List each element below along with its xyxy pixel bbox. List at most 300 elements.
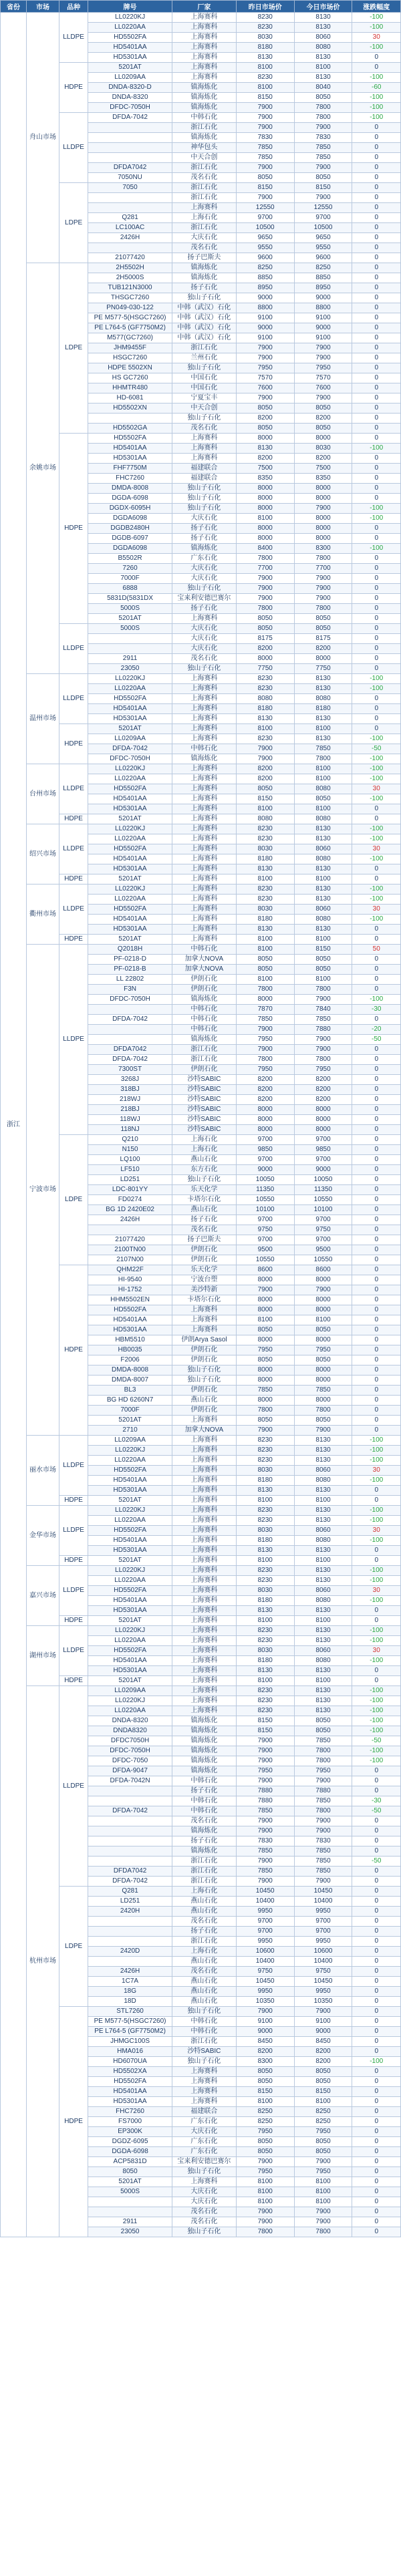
market-cell: 嘉兴市场 [26, 1566, 59, 1626]
grade-cell: 18G [88, 1987, 172, 1997]
change-cell: -100 [352, 23, 401, 33]
maker-cell: 独山子石化 [172, 494, 236, 504]
maker-cell: 宁夏宝丰 [172, 393, 236, 404]
prev-price-cell: 8050 [236, 2147, 294, 2157]
cur-price-cell: 7840 [294, 1005, 352, 1015]
grade-cell [88, 1937, 172, 1947]
maker-cell: 伊朗石化 [172, 1406, 236, 1416]
maker-cell: 上海赛科 [172, 2067, 236, 2077]
grade-cell [88, 1225, 172, 1235]
cur-price-cell: 8130 [294, 1506, 352, 1516]
cur-price-cell: 8200 [294, 2057, 352, 2067]
grade-cell: DFDC-7050H [88, 995, 172, 1005]
maker-cell: 上海赛科 [172, 33, 236, 43]
maker-cell: 中韩石化 [172, 2017, 236, 2027]
category-cell: HDPE [59, 874, 88, 884]
cur-price-cell: 7850 [294, 1015, 352, 1025]
grade-cell: DNDA-8320 [88, 93, 172, 103]
change-cell: 30 [352, 1526, 401, 1536]
change-cell: 0 [352, 313, 401, 323]
prev-price-cell: 7900 [236, 1736, 294, 1746]
change-cell: -50 [352, 1857, 401, 1867]
grade-cell: DMDA-8007 [88, 1376, 172, 1386]
prev-price-cell: 8050 [236, 2137, 294, 2147]
change-cell: 0 [352, 1165, 401, 1175]
prev-price-cell: 8000 [236, 654, 294, 664]
market-cell: 舟山市场 [26, 13, 59, 263]
change-cell: 0 [352, 414, 401, 424]
prev-price-cell: 8050 [236, 614, 294, 624]
cur-price-cell: 7850 [294, 1736, 352, 1746]
cur-price-cell: 7900 [294, 1776, 352, 1786]
grade-cell: FD0274 [88, 1195, 172, 1205]
grade-cell: FS7000 [88, 2117, 172, 2127]
cur-price-cell: 8200 [294, 2047, 352, 2057]
maker-cell: 沙特SABIC [172, 1075, 236, 1085]
grade-cell: DGDX-6095H [88, 504, 172, 514]
maker-cell: 燕山石化 [172, 1957, 236, 1967]
change-cell: -100 [352, 794, 401, 804]
cur-price-cell: 8130 [294, 53, 352, 63]
maker-cell: 镇海炼化 [172, 263, 236, 273]
change-cell: 30 [352, 844, 401, 854]
maker-cell: 独山子石化 [172, 584, 236, 594]
change-cell: -100 [352, 824, 401, 834]
prev-price-cell: 8200 [236, 2047, 294, 2057]
change-cell: 0 [352, 584, 401, 594]
maker-cell: 上海赛科 [172, 1305, 236, 1315]
cur-price-cell: 8050 [294, 2077, 352, 2087]
cur-price-cell: 10400 [294, 1957, 352, 1967]
prev-price-cell: 8050 [236, 404, 294, 414]
maker-cell: 茂名石化 [172, 173, 236, 183]
change-cell: 0 [352, 233, 401, 243]
maker-cell: 浙江石化 [172, 193, 236, 203]
grade-cell: HD5502FA [88, 844, 172, 854]
change-cell: 0 [352, 704, 401, 714]
change-cell: 0 [352, 2037, 401, 2047]
grade-cell: DMDA-8008 [88, 484, 172, 494]
cur-price-cell: 7800 [294, 1806, 352, 1816]
change-cell: 0 [352, 343, 401, 353]
prev-price-cell: 7830 [236, 133, 294, 143]
cur-price-cell: 8100 [294, 2097, 352, 2107]
prev-price-cell: 10450 [236, 1887, 294, 1897]
grade-cell: 5831D(5831DX [88, 594, 172, 604]
cur-price-cell: 8200 [294, 1095, 352, 1105]
cur-price-cell: 8130 [294, 23, 352, 33]
maker-cell: 上海赛科 [172, 1586, 236, 1596]
cur-price-cell: 7950 [294, 1345, 352, 1355]
prev-price-cell: 9750 [236, 1225, 294, 1235]
change-cell: 0 [352, 53, 401, 63]
prev-price-cell: 7900 [236, 594, 294, 604]
cur-price-cell: 8000 [294, 484, 352, 494]
maker-cell: 上海赛科 [172, 1606, 236, 1616]
grade-cell [88, 243, 172, 253]
cur-price-cell: 8130 [294, 1626, 352, 1636]
maker-cell: 上海赛科 [172, 1696, 236, 1706]
cur-price-cell: 8000 [294, 524, 352, 534]
grade-cell: DFDA-7042 [88, 744, 172, 754]
maker-cell: 加拿大NOVA [172, 955, 236, 965]
cur-price-cell: 8130 [294, 1696, 352, 1706]
change-cell: 0 [352, 2017, 401, 2027]
cur-price-cell: 8080 [294, 43, 352, 53]
cur-price-cell: 8100 [294, 724, 352, 734]
change-cell: 0 [352, 624, 401, 634]
cur-price-cell: 8080 [294, 694, 352, 704]
cur-price-cell: 8130 [294, 1666, 352, 1676]
change-cell: -100 [352, 444, 401, 454]
grade-cell: 2H5502H [88, 263, 172, 273]
grade-cell: PN049-030-122 [88, 303, 172, 313]
maker-cell: 燕山石化 [172, 1155, 236, 1165]
change-cell: 0 [352, 1917, 401, 1927]
maker-cell: 独山子石化 [172, 1365, 236, 1376]
prev-price-cell: 8030 [236, 1646, 294, 1656]
change-cell: 0 [352, 1365, 401, 1376]
cur-price-cell: 8250 [294, 2117, 352, 2127]
grade-cell: HD5401AA [88, 43, 172, 53]
grade-cell [88, 1826, 172, 1836]
maker-cell: 独山子石化 [172, 414, 236, 424]
maker-cell: 沙特SABIC [172, 1115, 236, 1125]
cur-price-cell: 7800 [294, 113, 352, 123]
maker-cell: 乐天化学 [172, 1265, 236, 1275]
change-cell: -100 [352, 764, 401, 774]
change-cell: 0 [352, 1075, 401, 1085]
prev-price-cell: 8080 [236, 694, 294, 704]
grade-cell: DGDA6098 [88, 544, 172, 554]
cur-price-cell: 7900 [294, 1877, 352, 1887]
maker-cell: 上海赛科 [172, 684, 236, 694]
grade-cell: HD5401AA [88, 1596, 172, 1606]
maker-cell: 镇海炼化 [172, 1726, 236, 1736]
grade-cell: DFDA7042 [88, 1867, 172, 1877]
market-cell: 杭州市场 [26, 1686, 59, 2237]
change-cell: 0 [352, 594, 401, 604]
change-cell: 0 [352, 1997, 401, 2007]
table-row [1, 1496, 401, 1506]
change-cell: 0 [352, 2217, 401, 2227]
prev-price-cell: 8200 [236, 774, 294, 784]
cur-price-cell: 9000 [294, 2027, 352, 2037]
cur-price-cell: 8100 [294, 975, 352, 985]
prev-price-cell: 8200 [236, 414, 294, 424]
change-cell: 0 [352, 494, 401, 504]
prev-price-cell: 9700 [236, 1215, 294, 1225]
prev-price-cell: 9850 [236, 1145, 294, 1155]
maker-cell: 上海赛科 [172, 694, 236, 704]
maker-cell: 伊朗Arya Sasol [172, 1335, 236, 1345]
maker-cell: 燕山石化 [172, 1997, 236, 2007]
change-cell: 0 [352, 2077, 401, 2087]
prev-price-cell: 7950 [236, 1766, 294, 1776]
cur-price-cell: 7700 [294, 564, 352, 574]
prev-price-cell: 8180 [236, 43, 294, 53]
prev-price-cell: 8100 [236, 1676, 294, 1686]
grade-cell [88, 1917, 172, 1927]
prev-price-cell: 8150 [236, 93, 294, 103]
prev-price-cell: 7900 [236, 113, 294, 123]
maker-cell: 镇海炼化 [172, 754, 236, 764]
grade-cell: 5201AT [88, 1416, 172, 1426]
maker-cell: 福建联合 [172, 474, 236, 484]
grade-cell: 7000F [88, 1406, 172, 1416]
change-cell: -50 [352, 744, 401, 754]
change-cell: 0 [352, 1977, 401, 1987]
prev-price-cell: 8230 [236, 834, 294, 844]
cur-price-cell: 8050 [294, 965, 352, 975]
prev-price-cell: 10500 [236, 223, 294, 233]
maker-cell: 上海赛科 [172, 794, 236, 804]
maker-cell: 上海赛科 [172, 824, 236, 834]
cur-price-cell: 7800 [294, 1756, 352, 1766]
grade-cell: DFDA7042 [88, 163, 172, 173]
maker-cell: 上海赛科 [172, 1636, 236, 1646]
prev-price-cell: 8230 [236, 1456, 294, 1466]
change-cell: 0 [352, 484, 401, 494]
cur-price-cell: 9700 [294, 1917, 352, 1927]
prev-price-cell: 8180 [236, 1476, 294, 1486]
maker-cell: 上海赛科 [172, 1546, 236, 1556]
change-cell: 0 [352, 1095, 401, 1105]
maker-cell: 镇海炼化 [172, 1826, 236, 1836]
change-cell: 0 [352, 1085, 401, 1095]
maker-cell: 中国石化 [172, 373, 236, 383]
maker-cell: 扬子巴斯夫 [172, 253, 236, 263]
grade-cell: DNDA-8320 [88, 1716, 172, 1726]
maker-cell: 上海赛科 [172, 1466, 236, 1476]
change-cell: 0 [352, 965, 401, 975]
table-row [1, 1686, 401, 1696]
maker-cell: 上海赛科 [172, 2077, 236, 2087]
maker-cell: 中韩（武汉）石化 [172, 303, 236, 313]
cur-price-cell: 7850 [294, 153, 352, 163]
maker-cell: 大庆石化 [172, 2127, 236, 2137]
grade-cell [88, 193, 172, 203]
change-cell: 0 [352, 1376, 401, 1386]
prev-price-cell: 8150 [236, 1726, 294, 1736]
grade-cell: LL0220KJ [88, 884, 172, 895]
change-cell: 0 [352, 2107, 401, 2117]
cur-price-cell: 8130 [294, 684, 352, 694]
prev-price-cell: 8000 [236, 1105, 294, 1115]
change-cell: 0 [352, 273, 401, 283]
maker-cell: 扬子石化 [172, 1215, 236, 1225]
prev-price-cell: 7950 [236, 2127, 294, 2137]
change-cell: 0 [352, 1816, 401, 1826]
prev-price-cell: 7500 [236, 464, 294, 474]
maker-cell: 中韩石化 [172, 744, 236, 754]
grade-cell: 2426H [88, 1967, 172, 1977]
maker-cell: 中韩石化 [172, 1796, 236, 1806]
change-cell: 0 [352, 574, 401, 584]
grade-cell: DFDC-7050H [88, 1746, 172, 1756]
change-cell: -100 [352, 1686, 401, 1696]
change-cell: 0 [352, 1285, 401, 1295]
cur-price-cell: 9750 [294, 1967, 352, 1977]
change-cell: 0 [352, 864, 401, 874]
cur-price-cell: 7800 [294, 2227, 352, 2237]
change-cell: -100 [352, 1716, 401, 1726]
change-cell: 0 [352, 1335, 401, 1345]
category-cell: LLDPE [59, 764, 88, 814]
prev-price-cell: 8180 [236, 1596, 294, 1606]
grade-cell: 5201AT [88, 2177, 172, 2187]
table-row [1, 63, 401, 73]
change-cell: 0 [352, 2007, 401, 2017]
prev-price-cell: 8050 [236, 1416, 294, 1426]
grade-cell: HD5502GA [88, 424, 172, 434]
maker-cell: 上海赛科 [172, 704, 236, 714]
prev-price-cell: 8180 [236, 1536, 294, 1546]
cur-price-cell: 7830 [294, 1836, 352, 1846]
change-cell: 0 [352, 2227, 401, 2237]
grade-cell: HD6070UA [88, 2057, 172, 2067]
change-cell: 0 [352, 1275, 401, 1285]
maker-cell: 浙江石化 [172, 343, 236, 353]
maker-cell: 上海石化 [172, 1135, 236, 1145]
change-cell: 0 [352, 1225, 401, 1235]
category-cell: LDPE [59, 263, 88, 434]
prev-price-cell: 8100 [236, 975, 294, 985]
cur-price-cell: 10400 [294, 1897, 352, 1907]
category-cell: HDPE [59, 1676, 88, 1686]
grade-cell: Q2018H [88, 945, 172, 955]
change-cell: 30 [352, 1466, 401, 1476]
change-cell: 0 [352, 1766, 401, 1776]
grade-cell: Q281 [88, 213, 172, 223]
prev-price-cell: 8130 [236, 925, 294, 935]
change-cell: 0 [352, 1877, 401, 1887]
cur-price-cell: 10550 [294, 1195, 352, 1205]
change-cell: 30 [352, 905, 401, 915]
prev-price-cell: 8230 [236, 1576, 294, 1586]
maker-cell: 上海赛科 [172, 925, 236, 935]
cur-price-cell: 8050 [294, 404, 352, 414]
prev-price-cell: 8230 [236, 1686, 294, 1696]
change-cell: 0 [352, 1826, 401, 1836]
change-cell: -100 [352, 1566, 401, 1576]
grade-cell: EP300K [88, 2127, 172, 2137]
grade-cell: 7050NU [88, 173, 172, 183]
prev-price-cell: 7900 [236, 574, 294, 584]
cur-price-cell: 9700 [294, 1135, 352, 1145]
grade-cell [88, 2197, 172, 2207]
maker-cell: 茂名石化 [172, 1967, 236, 1977]
change-cell: 0 [352, 1105, 401, 1115]
cur-price-cell: 7900 [294, 193, 352, 203]
cur-price-cell: 7950 [294, 363, 352, 373]
cur-price-cell: 7900 [294, 1285, 352, 1295]
prev-price-cell: 8230 [236, 23, 294, 33]
prev-price-cell: 9000 [236, 1165, 294, 1175]
change-cell: 0 [352, 935, 401, 945]
change-cell: 0 [352, 153, 401, 163]
prev-price-cell: 7750 [236, 664, 294, 674]
cur-price-cell: 12550 [294, 203, 352, 213]
prev-price-cell: 7950 [236, 1035, 294, 1045]
maker-cell: 镇海炼化 [172, 93, 236, 103]
cur-price-cell: 8130 [294, 925, 352, 935]
change-cell: -100 [352, 915, 401, 925]
prev-price-cell: 8230 [236, 1636, 294, 1646]
change-cell: -100 [352, 895, 401, 905]
maker-cell: 扬子石化 [172, 1927, 236, 1937]
cur-price-cell: 8080 [294, 915, 352, 925]
maker-cell: 上海赛科 [172, 1476, 236, 1486]
grade-cell: HD5401AA [88, 1536, 172, 1546]
maker-cell: 镇海炼化 [172, 1716, 236, 1726]
maker-cell: 上海赛科 [172, 1626, 236, 1636]
maker-cell: 扬子石化 [172, 534, 236, 544]
prev-price-cell: 7850 [236, 1386, 294, 1396]
cur-price-cell: 8850 [294, 273, 352, 283]
change-cell: -100 [352, 1656, 401, 1666]
maker-cell: 上海赛科 [172, 764, 236, 774]
change-cell: 0 [352, 333, 401, 343]
grade-cell: B5502R [88, 554, 172, 564]
grade-cell [88, 644, 172, 654]
prev-price-cell: 8250 [236, 2107, 294, 2117]
cur-price-cell: 11350 [294, 1185, 352, 1195]
change-cell: 0 [352, 714, 401, 724]
prev-price-cell: 8200 [236, 1075, 294, 1085]
change-cell: 0 [352, 143, 401, 153]
maker-cell: 中韩石化 [172, 1025, 236, 1035]
maker-cell: 上海赛科 [172, 784, 236, 794]
grade-cell: HD5502FA [88, 434, 172, 444]
grade-cell: M577(GC7260) [88, 333, 172, 343]
maker-cell: 上海赛科 [172, 1616, 236, 1626]
maker-cell: 独山子石化 [172, 293, 236, 303]
cur-price-cell: 9950 [294, 1907, 352, 1917]
grade-cell: 5000S [88, 2187, 172, 2197]
prev-price-cell: 8000 [236, 1305, 294, 1315]
maker-cell: 上海赛科 [172, 844, 236, 854]
cur-price-cell: 8130 [294, 1686, 352, 1696]
cur-price-cell: 8030 [294, 444, 352, 454]
maker-cell: 上海赛科 [172, 935, 236, 945]
maker-cell: 伊朗石化 [172, 1386, 236, 1396]
category-cell: LLDPE [59, 13, 88, 63]
prev-price-cell: 9550 [236, 243, 294, 253]
prev-price-cell: 8000 [236, 1125, 294, 1135]
cur-price-cell: 8180 [294, 704, 352, 714]
change-cell: 0 [352, 874, 401, 884]
prev-price-cell: 10350 [236, 1997, 294, 2007]
header-prev-price: 昨日市场价 [236, 1, 294, 13]
prev-price-cell: 9700 [236, 1235, 294, 1245]
maker-cell: 上海赛科 [172, 1676, 236, 1686]
cur-price-cell: 8050 [294, 1355, 352, 1365]
change-cell: 0 [352, 564, 401, 574]
cur-price-cell: 8100 [294, 935, 352, 945]
maker-cell: 独山子石化 [172, 2057, 236, 2067]
grade-cell: HI-1752 [88, 1285, 172, 1295]
prev-price-cell: 8230 [236, 884, 294, 895]
table-row [1, 1676, 401, 1686]
grade-cell: 2911 [88, 2217, 172, 2227]
change-cell: 0 [352, 2067, 401, 2077]
grade-cell: DFDA-7042 [88, 1055, 172, 1065]
prev-price-cell: 8050 [236, 624, 294, 634]
change-cell: 0 [352, 1325, 401, 1335]
change-cell: -30 [352, 1796, 401, 1806]
change-cell: 0 [352, 1355, 401, 1365]
